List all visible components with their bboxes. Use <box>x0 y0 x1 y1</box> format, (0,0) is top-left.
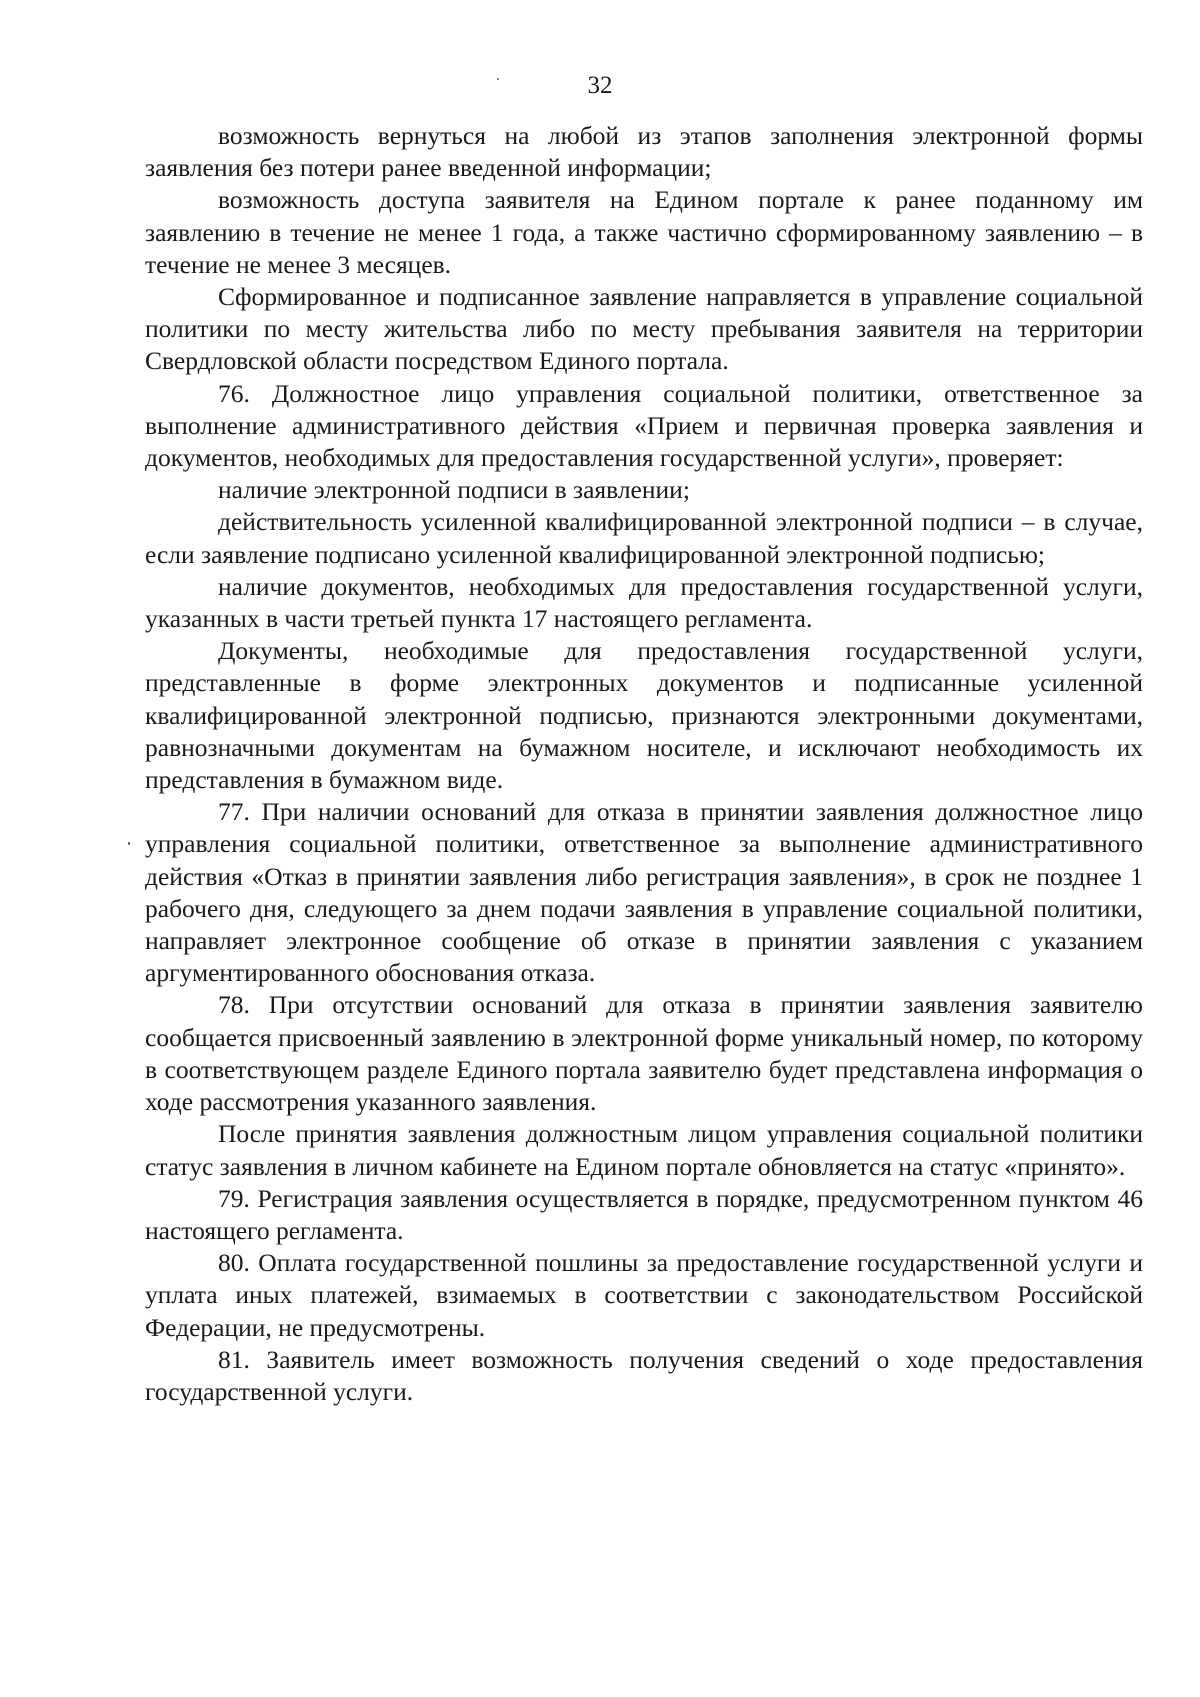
paragraph: действительность усиленной квалифицированной электронной подписи – в случае, если заявление подписано усиленной квалифицированной электронной подписью; <box>145 507 1143 569</box>
paragraph: После принятия заявления должностным лицом управления социальной политики статус заявления в личном кабинете на Едином портале обновляется на статус «принято». <box>145 1119 1143 1181</box>
document-body <box>145 120 1143 1408</box>
paragraph-item-80: 80. Оплата государственной пошлины за предоставление государственной услуги и уплата иных платежей, взимаемых в соответствии с законодательством Российской Федерации, не предусмотрены. <box>145 1248 1143 1342</box>
paragraph-item-76: 76. Должностное лицо управления социальной политики, ответственное за выполнение административного действия «Прием и первичная проверка заявления и документов, необходимых для предоставления государственной услуги», проверяет: <box>145 378 1143 473</box>
paragraph-item-79: 79. Регистрация заявления осуществляется в порядке, предусмотренном пунктом 46 настоящего регламента. <box>145 1183 1143 1245</box>
paragraph: наличие электронной подписи в заявлении; <box>218 475 690 505</box>
scan-speck <box>128 842 130 845</box>
page-number: 32 <box>587 72 613 99</box>
paragraph: Сформированное и подписанное заявление направляется в управление социальной политики по месту жительства либо по месту пребывания заявителя на территории Свердловской области посредством Единого портала. <box>145 282 1143 376</box>
paragraph: Документы, необходимые для предоставления государственной услуги, представленные в форме электронных документов и подписанные усиленной квалифицированной электронной подписью, признаются электронными документами, равнозначными документам на бумажном носителе, и исключают необходимость их представления в бумажном виде. <box>145 636 1143 795</box>
paragraph: возможность вернуться на любой из этапов заполнения электронной формы заявления без потери ранее введенной информации; <box>145 121 1143 183</box>
paragraph: возможность доступа заявителя на Едином портале к ранее поданному им заявлению в течение не менее 1 года, а также частично сформированному заявлению – в течение не менее 3 месяцев. <box>145 185 1143 279</box>
paragraph-item-77: 77. При наличии оснований для отказа в принятии заявления должностное лицо управления социальной политики, ответственное за выполнение административного действия «Отказ в принятии заявления либо регистрация заявления», в срок не позднее 1 рабочего дня, следующего за днем подачи заявления в управление социальной политики, направляет электронное сообщение об отказе в принятии заявления с указанием аргументированного обоснования отказа. <box>145 797 1143 988</box>
paragraph: наличие документов, необходимых для предоставления государственной услуги, указанных в части третьей пункта 17 настоящего регламента. <box>145 571 1143 634</box>
paragraph-item-78: 78. При отсутствии оснований для отказа в принятии заявления заявителю сообщается присвоенный заявлению в электронной форме уникальный номер, по которому в соответствующем разделе Единого портала заявителю будет представлена информация о ходе рассмотрения указанного заявления. <box>145 990 1143 1117</box>
paragraph-item-81: 81. Заявитель имеет возможность получения сведений о ходе предоставления государственной услуги. <box>145 1344 1143 1406</box>
